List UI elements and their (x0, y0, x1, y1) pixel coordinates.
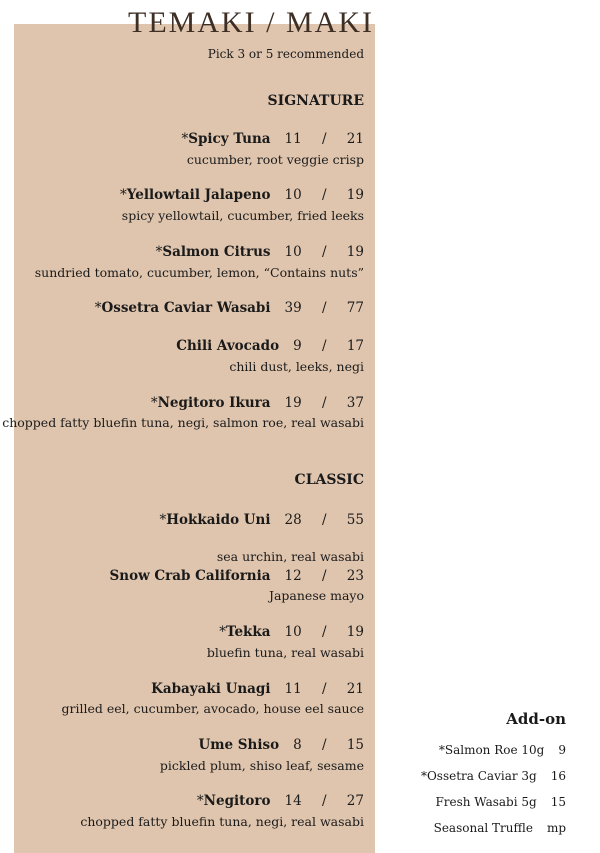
item-description: Japanese mayo (268, 588, 364, 603)
item-description: chili dust, leeks, negi (229, 359, 364, 374)
signature-heading: SIGNATURE (267, 93, 364, 109)
menu-subtitle: Pick 3 or 5 recommended (207, 47, 364, 61)
addon-item: *Ossetra Caviar 3g 16 (420, 769, 566, 783)
addon-item: Fresh Wasabi 5g 15 (435, 795, 566, 809)
menu-item: *Negitoro 14 / 27 (196, 793, 364, 809)
menu-item: *Yellowtail Jalapeno 10 / 19 (120, 187, 364, 203)
addon-item: *Salmon Roe 10g 9 (438, 743, 566, 757)
menu-item: *Hokkaido Uni 28 / 55 (159, 512, 364, 528)
item-description: spicy yellowtail, cucumber, fried leeks (121, 208, 364, 223)
item-description: sundried tomato, cucumber, lemon, “Contains nuts” (34, 265, 364, 280)
addon-item: Seasonal Truffle mp (433, 821, 566, 835)
menu-item: Kabayaki Unagi 11 / 21 (151, 681, 364, 697)
menu-item: *Tekka 10 / 19 (219, 624, 364, 640)
classic-heading: CLASSIC (294, 472, 364, 488)
menu-item: *Ossetra Caviar Wasabi 39 / 77 (94, 300, 364, 316)
item-description: bluefin tuna, real wasabi (206, 645, 364, 660)
menu-item: Snow Crab California 12 / 23 (109, 568, 364, 584)
menu-item: *Spicy Tuna 11 / 21 (181, 131, 364, 147)
menu-title: TEMAKI / MAKI (128, 6, 374, 39)
addon-heading: Add-on (506, 710, 566, 728)
menu-item: *Negitoro Ikura 19 / 37 (150, 395, 364, 411)
item-description: chopped fatty bluefin tuna, negi, real wasabi (80, 814, 364, 829)
menu-panel (14, 24, 375, 853)
item-description: cucumber, root veggie crisp (186, 152, 364, 167)
item-description: sea urchin, real wasabi (216, 549, 364, 564)
menu-item: Chili Avocado 9 / 17 (176, 338, 364, 354)
item-description: grilled eel, cucumber, avocado, house eel sauce (61, 701, 364, 716)
item-description: pickled plum, shiso leaf, sesame (159, 758, 364, 773)
menu-item: Ume Shiso 8 / 15 (198, 737, 364, 753)
item-description: chopped fatty bluefin tuna, negi, salmon roe, real wasabi (2, 415, 364, 430)
menu-item: *Salmon Citrus 10 / 19 (155, 244, 364, 260)
